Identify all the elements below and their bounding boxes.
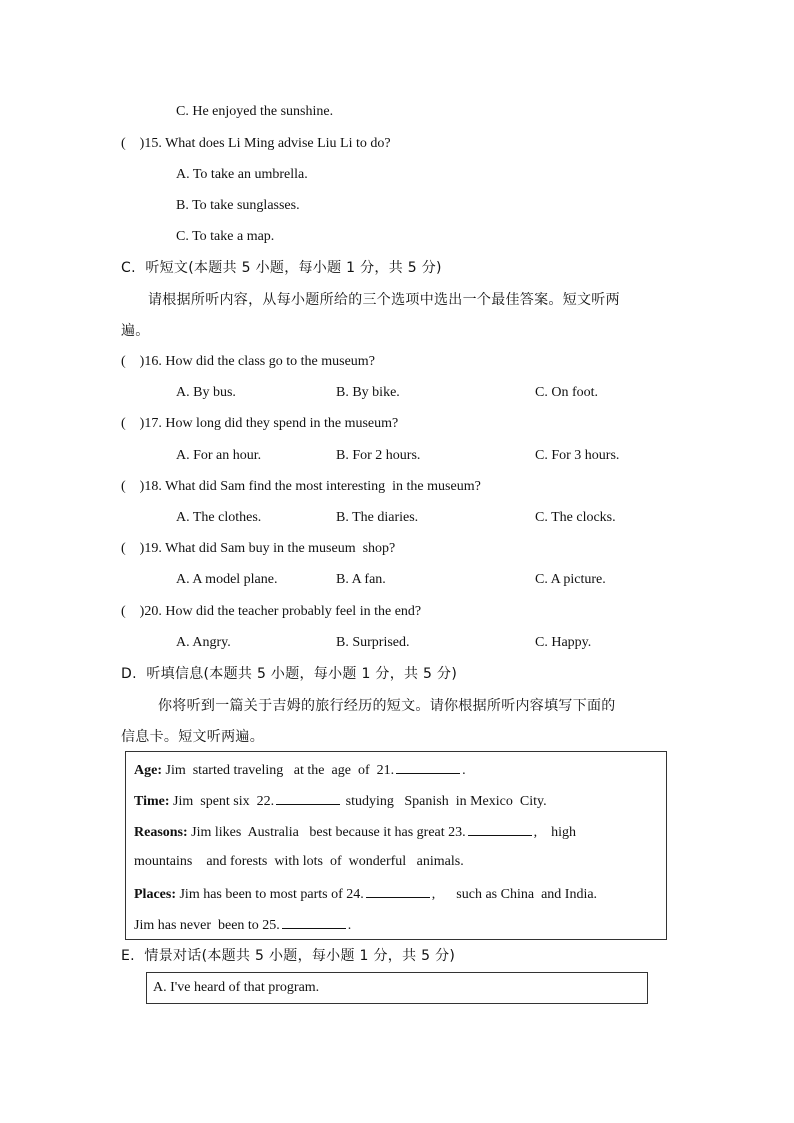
- places-line2-end: .: [347, 918, 352, 933]
- places-end: , such as China and India.: [431, 887, 598, 902]
- q19-option-b: B. A fan.: [336, 572, 386, 587]
- blank-22[interactable]: [276, 791, 340, 805]
- question-17: [121, 415, 398, 433]
- q17-option-c: C. For 3 hours.: [535, 448, 620, 463]
- section-d-instruction-1: 你将听到一篇关于吉姆的旅行经历的短文。请你根据所听内容填写下面的: [158, 698, 616, 714]
- section-c-heading: C. 听短文(本题共 5 小题，每小题 1 分，共 5 分): [121, 260, 442, 276]
- question-20: [121, 603, 421, 621]
- answer-paren[interactable]: ( ): [121, 604, 145, 619]
- blank-23[interactable]: [468, 822, 532, 836]
- q16-option-a: A. By bus.: [176, 385, 236, 400]
- age-text: Jim started traveling at the age of 21.: [162, 763, 395, 778]
- q18-option-a: A. The clothes.: [176, 510, 262, 525]
- answer-paren[interactable]: ( ): [121, 354, 145, 369]
- answer-paren[interactable]: ( ): [121, 136, 145, 151]
- blank-24[interactable]: [366, 884, 430, 898]
- info-places: [134, 884, 597, 904]
- question-18: [121, 478, 481, 496]
- info-age: [134, 760, 466, 780]
- places-label: Places:: [134, 887, 176, 902]
- section-c-instruction-1: 请根据所听内容，从每小题所给的三个选项中选出一个最佳答案。短文听两: [148, 292, 620, 308]
- time-text: Jim spent six 22.: [169, 794, 275, 809]
- blank-21[interactable]: [396, 760, 460, 774]
- reasons-text: Jim likes Australia best because it has great 23.: [187, 825, 466, 840]
- time-end: studying Spanish in Mexico City.: [342, 794, 547, 809]
- section-d-instruction-2: 信息卡。短文听两遍。: [121, 729, 264, 745]
- section-c-instruction-2: 遍。: [121, 323, 150, 339]
- question-text: 20. How did the teacher probably feel in the end?: [144, 604, 422, 619]
- places-line2-text: Jim has never been to 25.: [134, 918, 280, 933]
- q17-option-a: A. For an hour.: [176, 448, 262, 463]
- q16-option-b: B. By bike.: [336, 385, 400, 400]
- q15-option-a: A. To take an umbrella.: [176, 167, 308, 182]
- q20-option-b: B. Surprised.: [336, 635, 410, 650]
- question-text: 17. How long did they spend in the museum?: [144, 416, 399, 431]
- blank-25[interactable]: [282, 915, 346, 929]
- section-e-heading: E. 情景对话(本题共 5 小题，每小题 1 分，共 5 分): [121, 948, 456, 964]
- question-16: [121, 353, 375, 371]
- age-label: Age:: [134, 763, 162, 778]
- q15-option-b: B. To take sunglasses.: [176, 198, 300, 213]
- question-text: 19. What did Sam buy in the museum shop?: [144, 541, 396, 556]
- section-d-heading: D. 听填信息(本题共 5 小题，每小题 1 分，共 5 分): [121, 666, 458, 682]
- q16-option-c: C. On foot.: [535, 385, 598, 400]
- q19-option-a: A. A model plane.: [176, 572, 278, 587]
- info-reasons: [134, 822, 576, 842]
- q17-option-b: B. For 2 hours.: [336, 448, 421, 463]
- info-reasons-line2: mountains and forests with lots of wonderful animals.: [134, 854, 464, 869]
- answer-paren[interactable]: ( ): [121, 416, 145, 431]
- question-15: [121, 135, 391, 153]
- q15-option-c: C. To take a map.: [176, 229, 275, 244]
- info-time: [134, 791, 547, 811]
- question-text: 15. What does Li Ming advise Liu Li to do?: [144, 136, 391, 151]
- question-text: 18. What did Sam find the most interesting in the museum?: [144, 479, 481, 494]
- question-text: 16. How did the class go to the museum?: [144, 354, 375, 369]
- q20-option-a: A. Angry.: [176, 635, 231, 650]
- reasons-label: Reasons:: [134, 825, 188, 840]
- q14-option-c: C. He enjoyed the sunshine.: [176, 104, 334, 119]
- info-places-line2: [134, 915, 351, 935]
- time-label: Time:: [134, 794, 170, 809]
- q19-option-c: C. A picture.: [535, 572, 606, 587]
- answer-paren[interactable]: ( ): [121, 541, 145, 556]
- question-19: [121, 540, 395, 558]
- answer-paren[interactable]: ( ): [121, 479, 145, 494]
- age-end: .: [462, 763, 466, 778]
- dialogue-option-a: A. I've heard of that program.: [153, 980, 320, 995]
- q18-option-c: C. The clocks.: [535, 510, 616, 525]
- reasons-end: , high: [533, 825, 577, 840]
- q18-option-b: B. The diaries.: [336, 510, 419, 525]
- places-text: Jim has been to most parts of 24.: [175, 887, 364, 902]
- q20-option-c: C. Happy.: [535, 635, 592, 650]
